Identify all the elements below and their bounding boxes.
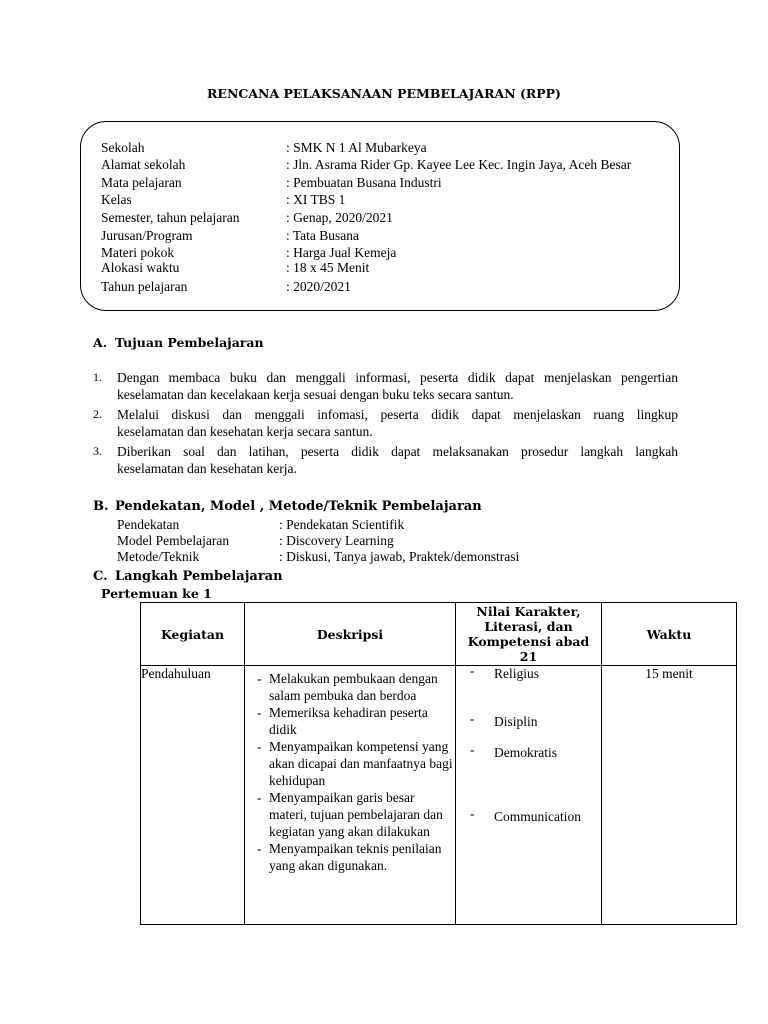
header-waktu: Waktu	[602, 603, 737, 666]
objective-number: 1.	[93, 370, 102, 384]
identity-row	[101, 140, 427, 156]
table-header-row	[141, 603, 737, 666]
objective-text-line: keselamatan dan kesehatan kerja.	[117, 461, 297, 476]
identity-label: Sekolah	[101, 140, 145, 155]
identity-label: Kelas	[101, 192, 132, 207]
list-item	[257, 840, 455, 874]
approach-row	[117, 549, 520, 565]
identity-row	[101, 175, 442, 191]
objective-number: 3.	[93, 444, 102, 458]
header-nilai: Nilai Karakter, Literasi, dan Kompetensi abad 21	[456, 603, 602, 666]
list-item-text: Menyampaikan teknis penilaian yang akan digunakan.	[269, 841, 442, 873]
section-letter: B.	[93, 499, 109, 514]
section-c-heading	[93, 569, 283, 584]
cell-deskripsi	[245, 666, 456, 925]
identity-row	[101, 245, 397, 261]
value-text: Disiplin	[494, 714, 538, 729]
identity-box	[80, 121, 680, 311]
dash-marker: -	[470, 806, 475, 821]
identity-row	[101, 157, 632, 173]
identity-value: : SMK N 1 Al Mubarkeya	[286, 140, 427, 155]
list-item	[257, 704, 455, 738]
value-item	[470, 711, 538, 730]
identity-label: Alokasi waktu	[101, 260, 180, 275]
value-text: Communication	[494, 809, 581, 824]
approach-label: Pendekatan	[117, 517, 180, 532]
document-title: RENCANA PELAKSANAAN PEMBELAJARAN (RPP)	[207, 86, 561, 101]
identity-value: : Harga Jual Kemeja	[286, 245, 397, 260]
identity-label: Tahun pelajaran	[101, 279, 188, 294]
approach-value: : Discovery Learning	[279, 533, 394, 548]
approach-row	[117, 517, 405, 533]
objective-number: 2.	[93, 407, 102, 421]
cell-kegiatan: Pendahuluan	[141, 666, 245, 925]
identity-value: : Pembuatan Busana Industri	[286, 175, 442, 190]
dash-marker: -	[470, 742, 475, 757]
identity-value: : 18 x 45 Menit	[286, 260, 370, 275]
objective-text-line: Dengan membaca buku dan menggali informasi, peserta didik dapat menjelaskan pengertian	[117, 370, 678, 385]
identity-label: Materi pokok	[101, 245, 175, 260]
objective-item	[93, 443, 678, 477]
list-item-text: Menyampaikan garis besar materi, tujuan pembelajaran dan kegiatan yang akan dilakukan	[269, 790, 443, 839]
identity-label: Mata pelajaran	[101, 175, 182, 190]
section-b-heading	[93, 499, 482, 514]
dash-marker: -	[470, 711, 475, 726]
dash-marker: -	[470, 663, 475, 678]
objective-text-line: Melalui diskusi dan menggali infomasi, peserta didik dapat menjelaskan ruang lingkup	[117, 407, 678, 422]
approach-label: Model Pembelajaran	[117, 533, 230, 548]
section-a-heading	[93, 335, 264, 350]
identity-value: : Tata Busana	[286, 228, 360, 243]
section-title: Langkah Pembelajaran	[115, 569, 283, 584]
section-title: Pendekatan, Model , Metode/Teknik Pembelajaran	[115, 499, 482, 514]
section-letter: C.	[93, 569, 108, 584]
dash-marker: -	[257, 671, 262, 686]
objective-text-line: keselamatan dan kecelakaan kerja sesuai dengan buku teks secara santun.	[117, 387, 514, 402]
identity-value: : Genap, 2020/2021	[286, 210, 393, 225]
identity-value: : 2020/2021	[286, 279, 351, 294]
approach-row	[117, 533, 394, 549]
cell-nilai	[456, 663, 602, 925]
value-item	[470, 806, 581, 825]
objective-item	[93, 406, 678, 440]
identity-label: Semester, tahun pelajaran	[101, 210, 240, 225]
learning-steps-table	[140, 602, 737, 925]
list-item-text: Memeriksa kehadiran peserta didik	[269, 705, 428, 737]
identity-label: Jurusan/Program	[101, 228, 193, 243]
dash-marker: -	[257, 790, 262, 805]
cell-waktu: 15 menit	[602, 666, 737, 925]
value-item	[470, 663, 540, 682]
identity-value: : Jln. Asrama Rider Gp. Kayee Lee Kec. Ingin Jaya, Aceh Besar	[286, 157, 632, 172]
list-item	[257, 738, 455, 789]
value-text: Religius	[494, 666, 540, 681]
objective-item	[93, 369, 678, 403]
list-item-text: Menyampaikan kompetensi yang akan dicapai dan manfaatnya bagi kehidupan	[269, 739, 453, 788]
approach-label: Metode/Teknik	[117, 549, 200, 564]
identity-value: : XI TBS 1	[286, 192, 346, 207]
objective-text-line: keselamatan dan kesehatan kerja secara santun.	[117, 424, 373, 439]
dash-marker: -	[257, 705, 262, 720]
table-row	[141, 666, 737, 925]
identity-row	[101, 228, 360, 244]
dash-marker: -	[257, 841, 262, 856]
meeting-label: Pertemuan ke 1	[101, 586, 212, 601]
section-title: Tujuan Pembelajaran	[115, 335, 264, 350]
list-item-text: Melakukan pembukaan dengan salam pembuka dan berdoa	[269, 671, 438, 703]
dash-marker: -	[257, 739, 262, 754]
objective-text-line: Diberikan soal dan latihan, peserta didik dapat melaksanakan prosedur langkah langkah	[117, 444, 678, 459]
approach-value: : Pendekatan Scientifik	[279, 517, 405, 532]
identity-label: Alamat sekolah	[101, 157, 186, 172]
value-text: Demokratis	[494, 745, 557, 760]
identity-row	[101, 260, 370, 276]
identity-row	[101, 192, 346, 208]
value-item	[470, 742, 557, 761]
description-list	[245, 670, 455, 874]
header-deskripsi: Deskripsi	[245, 603, 456, 666]
list-item	[257, 670, 455, 704]
identity-row	[101, 210, 393, 226]
section-letter: A.	[93, 335, 108, 350]
list-item	[257, 789, 455, 840]
identity-row	[101, 279, 351, 295]
approach-value: : Diskusi, Tanya jawab, Praktek/demonstrasi	[279, 549, 520, 564]
header-kegiatan: Kegiatan	[141, 603, 245, 666]
